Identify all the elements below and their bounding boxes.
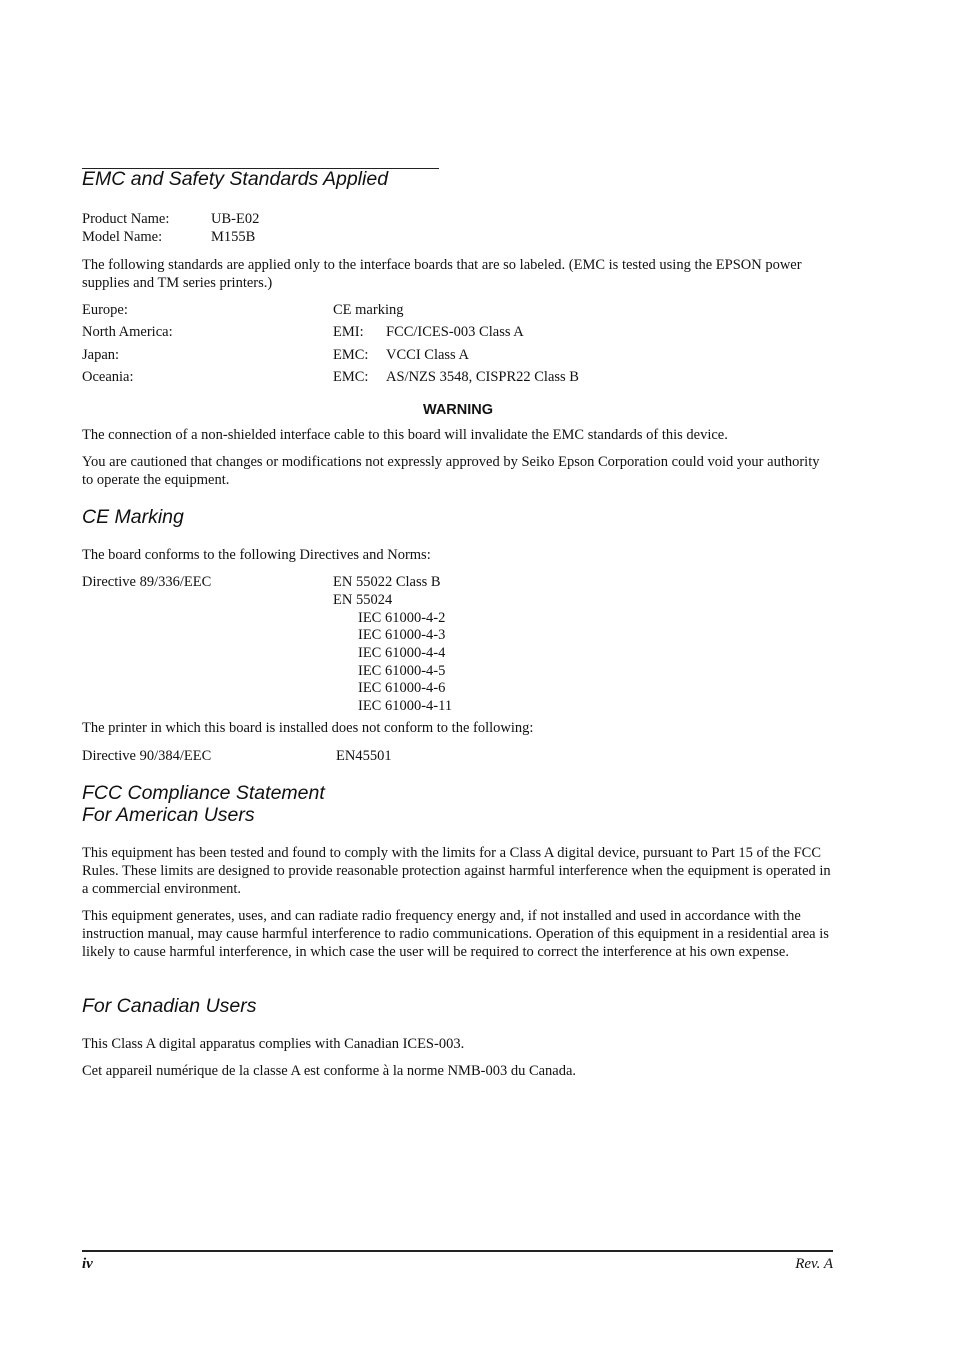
standard-value: CE marking — [333, 302, 404, 318]
norm-item: EN45501 — [336, 748, 392, 764]
standard-region: Japan: — [82, 347, 120, 363]
product-name-label: Product Name: — [82, 211, 170, 227]
warning-paragraph: The connection of a non-shielded interface cable to this board will invalidate the EMC standards of this device. — [82, 427, 728, 443]
revision-label: Rev. A — [795, 1256, 833, 1272]
norm-item: EN 55024 — [333, 592, 393, 608]
sub-norm-item: IEC 61000-4-6 — [358, 680, 446, 696]
standard-region: Oceania: — [82, 369, 134, 385]
intro-paragraph: The following standards are applied only to the interface boards that are so labeled. (EMC is tested using the EPSON power supplies and TM series printers.) — [82, 257, 802, 291]
ce-marking-heading: CE Marking — [82, 506, 184, 528]
fcc-paragraph: This equipment generates, uses, and can radiate radio frequency energy and, if not installed and used in accordance with the instruction manual, may cause harmful interference to radio communications. Operation of this equipment in a residential area is likely to cause harmful interference, in which case the user will be required to correct the interference at his own expense. — [82, 908, 829, 960]
footer-rule — [82, 1250, 833, 1252]
directive-label: Directive 90/384/EEC — [82, 748, 212, 764]
ce-intro: The board conforms to the following Directives and Norms: — [82, 547, 431, 563]
sub-norm-item: IEC 61000-4-11 — [358, 698, 453, 714]
canada-paragraph: Cet appareil numérique de la classe A est conforme à la norme NMB-003 du Canada. — [82, 1063, 577, 1079]
standard-type: EMI: — [333, 324, 364, 340]
standard-value: FCC/ICES-003 Class A — [386, 324, 524, 340]
standard-type: EMC: — [333, 369, 369, 385]
fcc-subheading: For American Users — [82, 804, 255, 826]
sub-norm-item: IEC 61000-4-2 — [358, 610, 446, 626]
norm-item: EN 55022 Class B — [333, 574, 441, 590]
standard-value: VCCI Class A — [386, 347, 469, 363]
model-name-label: Model Name: — [82, 229, 163, 245]
page-number: iv — [82, 1256, 93, 1272]
sub-norm-item: IEC 61000-4-3 — [358, 627, 446, 643]
fcc-paragraph: This equipment has been tested and found to comply with the limits for a Class A digital device, pursuant to Part 15 of the FCC Rules. These limits are designed to provide reasonable protection against harmful interference when the equipment is operated in a commercial environment. — [82, 845, 831, 897]
standard-region: Europe: — [82, 302, 128, 318]
canada-paragraph: This Class A digital apparatus complies with Canadian ICES-003. — [82, 1036, 465, 1052]
canada-heading: For Canadian Users — [82, 995, 257, 1017]
model-name-value: M155B — [211, 229, 256, 245]
fcc-heading: FCC Compliance Statement — [82, 782, 325, 804]
warning-title: WARNING — [422, 402, 494, 418]
product-name-value: UB-E02 — [211, 211, 260, 227]
nonconform-intro: The printer in which this board is installed does not conform to the following: — [82, 720, 534, 736]
sub-norm-item: IEC 61000-4-5 — [358, 663, 446, 679]
standard-type: EMC: — [333, 347, 369, 363]
section-title: EMC and Safety Standards Applied — [82, 168, 389, 190]
caution-paragraph: You are cautioned that changes or modifications not expressly approved by Seiko Epson Corporation could void your authority to operate the equipment. — [82, 454, 820, 488]
sub-norm-item: IEC 61000-4-4 — [358, 645, 446, 661]
standard-value: AS/NZS 3548, CISPR22 Class B — [386, 369, 579, 385]
standard-region: North America: — [82, 324, 173, 340]
directive-label: Directive 89/336/EEC — [82, 574, 212, 590]
